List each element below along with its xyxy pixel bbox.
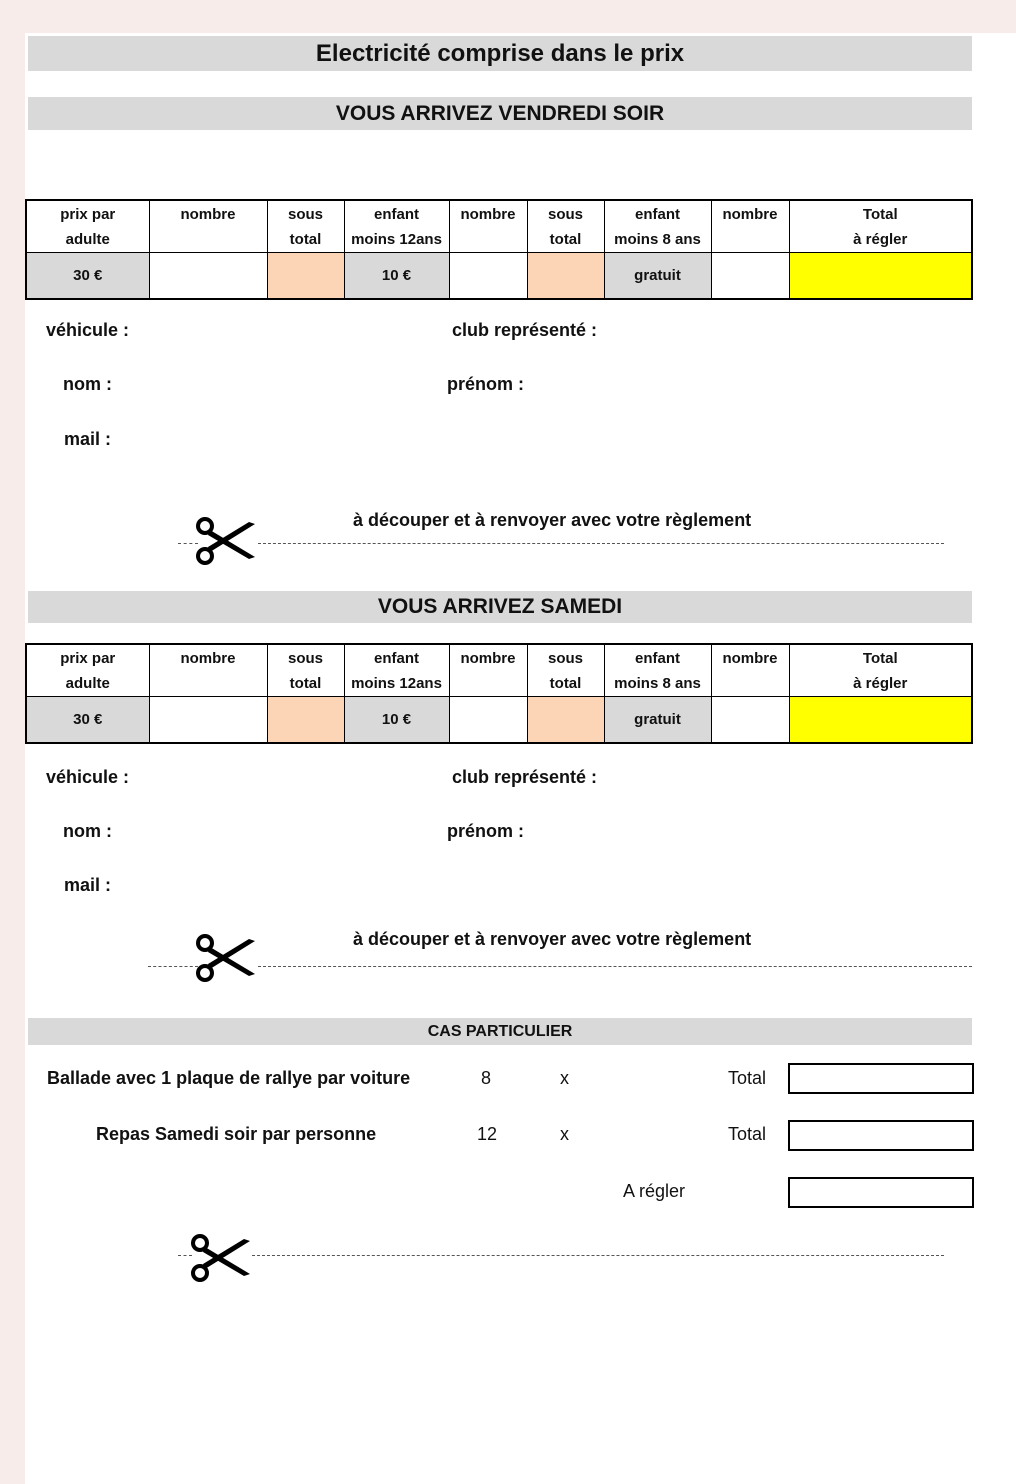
scissors-icon [193,932,259,984]
header-enfant-12: enfant moins 12ans [344,200,449,253]
a-regler-box[interactable] [788,1177,974,1208]
ballade-price: 8 [481,1068,492,1088]
price-enfant-8: gratuit [604,697,711,744]
repas-total-box[interactable] [788,1120,974,1151]
ballade-total-label: Total [728,1068,767,1088]
mail-label: mail : [64,429,112,449]
header-sous-total-enfant: sous total [527,200,604,253]
header-nombre-enfant-12: nombre [449,200,527,253]
price-enfant-12: 10 € [344,697,449,744]
sous-total-enfant-cell [527,253,604,300]
sous-total-enfant-cell [527,697,604,744]
price-enfant-12: 10 € [344,253,449,300]
nom-label: nom : [63,374,112,394]
header-enfant-12: enfant moins 12ans [344,644,449,697]
nombre-enfant-12-input[interactable] [449,253,527,300]
price-adulte: 30 € [26,253,149,300]
header-sous-total-enfant: sous total [527,644,604,697]
header-nombre-enfant-8: nombre [711,644,789,697]
cut-instruction: à découper et à renvoyer avec votre règlement [353,510,752,530]
cut-line [148,966,198,967]
sous-total-adulte-cell [267,253,344,300]
scissors-icon [193,515,259,567]
ballade-total-box[interactable] [788,1063,974,1094]
vehicule-label: véhicule : [46,320,130,340]
header-enfant-8: enfant moins 8 ans [604,644,711,697]
club-label: club représenté : [452,767,598,787]
cut-line [252,1255,944,1256]
nombre-adulte-input[interactable] [149,697,267,744]
prenom-label: prénom : [447,821,525,841]
header-prix-adulte: prix par adulte [26,200,149,253]
header-total: Total à régler [789,644,972,697]
header-nombre-enfant-12: nombre [449,644,527,697]
price-adulte: 30 € [26,697,149,744]
sous-total-adulte-cell [267,697,344,744]
header-prix-adulte: prix par adulte [26,644,149,697]
nom-label: nom : [63,821,112,841]
page-title: Electricité comprise dans le prix [28,36,972,71]
price-enfant-8: gratuit [604,253,711,300]
price-table-saturday [25,643,973,744]
price-table-friday [25,199,973,300]
repas-times: x [560,1124,569,1144]
repas-label: Repas Samedi soir par personne [96,1124,377,1144]
cut-line [258,543,944,544]
ballade-label: Ballade avec 1 plaque de rallye par voiture [47,1068,411,1088]
header-enfant-8: enfant moins 8 ans [604,200,711,253]
header-sous-total-adulte: sous total [267,644,344,697]
repas-price: 12 [477,1124,498,1144]
section-heading-special: CAS PARTICULIER [28,1018,972,1045]
total-a-regler-cell [789,697,972,744]
section-heading-friday: VOUS ARRIVEZ VENDREDI SOIR [28,97,972,130]
scissors-icon [188,1232,254,1284]
nombre-enfant-8-input[interactable] [711,253,789,300]
cut-line [258,966,972,967]
mail-label: mail : [64,875,112,895]
header-nombre-enfant-8: nombre [711,200,789,253]
club-label: club représenté : [452,320,598,340]
header-sous-total-adulte: sous total [267,200,344,253]
vehicule-label: véhicule : [46,767,130,787]
nombre-enfant-8-input[interactable] [711,697,789,744]
ballade-times: x [560,1068,569,1088]
header-total: Total à régler [789,200,972,253]
total-a-regler-cell [789,253,972,300]
prenom-label: prénom : [447,374,525,394]
section-heading-saturday: VOUS ARRIVEZ SAMEDI [28,591,972,623]
a-regler-label: A régler [623,1181,686,1201]
header-nombre-adulte: nombre [149,644,267,697]
repas-total-label: Total [728,1124,767,1144]
header-nombre-adulte: nombre [149,200,267,253]
cut-instruction: à découper et à renvoyer avec votre règlement [353,929,752,949]
nombre-enfant-12-input[interactable] [449,697,527,744]
nombre-adulte-input[interactable] [149,253,267,300]
